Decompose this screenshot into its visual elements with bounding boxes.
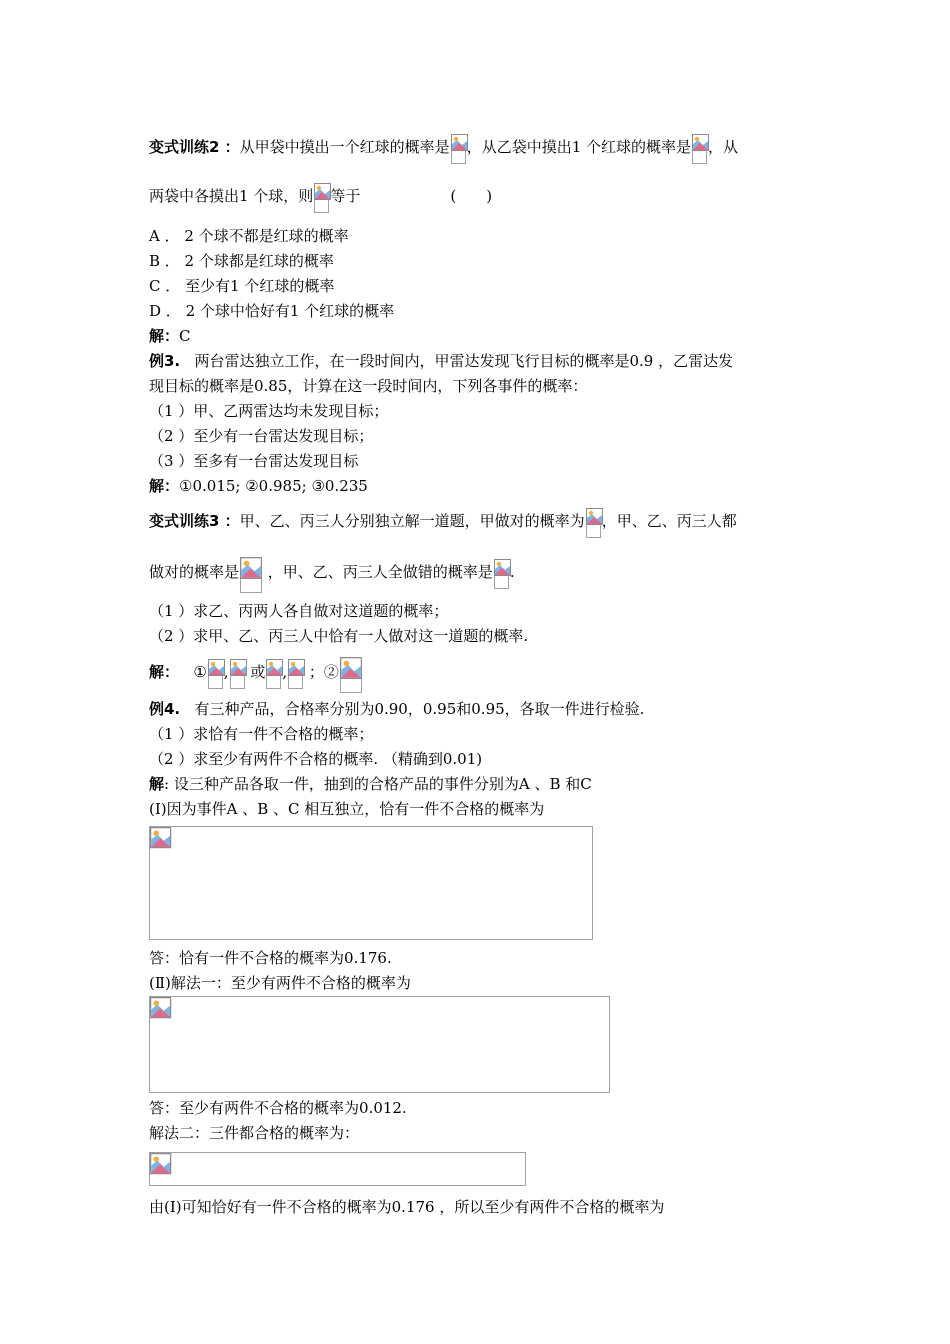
broken-image-icon <box>230 659 245 689</box>
ex4-conclusion: 由(Ⅰ)可知恰好有一件不合格的概率为0.176 ，所以至少有两件不合格的概率为 <box>149 1198 665 1216</box>
ex4-text: 有三种产品，合格率分别为0.90，0.95和0.95，各取一件进行检验. <box>194 700 645 718</box>
ex3-line-1 <box>149 351 733 371</box>
v2-text: 从甲袋中摸出一个红球的概率是 <box>239 138 450 156</box>
v2-text: 等于 <box>330 187 361 205</box>
answer-value: C <box>179 327 191 345</box>
option-a: A ． 2 个球不都是红球的概率 <box>149 227 349 245</box>
v2-answer <box>149 326 191 346</box>
v3-line-1 <box>149 508 737 538</box>
broken-image-icon <box>314 183 329 213</box>
broken-image-icon <box>150 997 172 1019</box>
v3-text: 甲、乙、丙三人分别独立解一道题，甲做对的概率为 <box>239 512 585 530</box>
ex4-method-2: 解法二：三件都合格的概率为： <box>149 1124 360 1142</box>
option-d: D ． 2 个球中恰好有1 个红球的概率 <box>149 302 395 320</box>
v2-line-2 <box>149 183 492 213</box>
broken-image-icon <box>494 559 509 589</box>
v3-label: 变式训练3 ： <box>149 512 240 530</box>
ex4-part2: (Ⅱ)解法一：至少有两件不合格的概率为 <box>149 974 411 992</box>
comma: , <box>282 663 288 681</box>
broken-image-icon <box>208 659 223 689</box>
v3-text: ，甲、乙、丙三人都 <box>601 512 737 530</box>
ex4-part1: (Ⅰ)因为事件A 、B 、C 相互独立，恰有一件不合格的概率为 <box>149 800 545 818</box>
formula-image-2 <box>149 996 610 1093</box>
v3-line-2 <box>149 557 515 593</box>
answer-label: 解： <box>149 327 180 345</box>
v2-text: ，从乙袋中摸出1 个红球的概率是 <box>466 138 692 156</box>
broken-image-icon <box>692 134 707 164</box>
ex4-q2: （2 ）求至少有两件不合格的概率. （精确到0.01) <box>149 750 483 768</box>
ex3-q1: （1 ）甲、乙两雷达均未发现目标； <box>149 402 389 420</box>
broken-image-icon <box>150 827 172 849</box>
v3-q2: （2 ）求甲、乙、丙三人中恰有一人做对这一道题的概率. <box>149 627 529 645</box>
formula-image-3 <box>149 1152 526 1186</box>
v2-text: 两袋中各摸出1 个球，则 <box>149 187 314 205</box>
v2-line-1 <box>149 134 738 164</box>
broken-image-icon <box>266 659 281 689</box>
answer-marker: ；② <box>308 663 339 681</box>
broken-image-icon <box>288 659 303 689</box>
ex4-answer-2: 答：至少有两件不合格的概率为0.012. <box>149 1099 407 1117</box>
ex4-line-1 <box>149 699 644 719</box>
comma: , <box>223 663 229 681</box>
ex3-q2: （2 ）至少有一台雷达发现目标； <box>149 427 374 445</box>
broken-image-icon <box>150 1153 172 1175</box>
solution-label: 解 <box>149 775 165 793</box>
or-text: 或 <box>250 663 266 681</box>
ex3-label: 例3. <box>149 352 181 370</box>
ex4-solution <box>149 774 592 794</box>
answer-label: 解： <box>149 477 180 495</box>
v2-label: 变式训练2 ： <box>149 138 240 156</box>
answer-blank: ( ) <box>450 187 493 205</box>
v3-text: 做对的概率是 <box>149 563 240 581</box>
solution-text: : 设三种产品各取一件，抽到的合格产品的事件分别为A 、B 和C <box>164 775 592 793</box>
ex4-label: 例4. <box>149 700 181 718</box>
broken-image-icon <box>340 657 362 693</box>
v2-text: ，从 <box>708 138 739 156</box>
v3-answer <box>149 657 363 693</box>
v3-text: ，甲、乙、丙三人全做错的概率是 <box>267 563 493 581</box>
option-c: C ． 至少有1 个红球的概率 <box>149 277 335 295</box>
answer-value: ①0.015; ②0.985; ③0.235 <box>179 477 368 495</box>
ex3-answer <box>149 476 368 496</box>
option-b: B ． 2 个球都是红球的概率 <box>149 252 334 270</box>
answer-label: 解： <box>149 663 180 681</box>
broken-image-icon <box>586 508 601 538</box>
v3-q1: （1 ）求乙、丙两人各自做对这道题的概率； <box>149 602 449 620</box>
ex4-answer-1: 答：恰有一件不合格的概率为0.176. <box>149 949 392 967</box>
ex4-q1: （1 ）求恰有一件不合格的概率； <box>149 725 374 743</box>
ex3-text: 两台雷达独立工作，在一段时间内，甲雷达发现飞行目标的概率是0.9 ，乙雷达发 <box>194 352 734 370</box>
broken-image-icon <box>240 557 262 593</box>
ex3-line-2: 现目标的概率是0.85，计算在这一段时间内，下列各事件的概率： <box>149 377 588 395</box>
broken-image-icon <box>451 134 466 164</box>
answer-marker: ① <box>193 663 207 681</box>
ex3-q3: （3 ）至多有一台雷达发现目标 <box>149 452 359 470</box>
v3-text: . <box>509 563 515 581</box>
formula-image-1 <box>149 826 593 940</box>
